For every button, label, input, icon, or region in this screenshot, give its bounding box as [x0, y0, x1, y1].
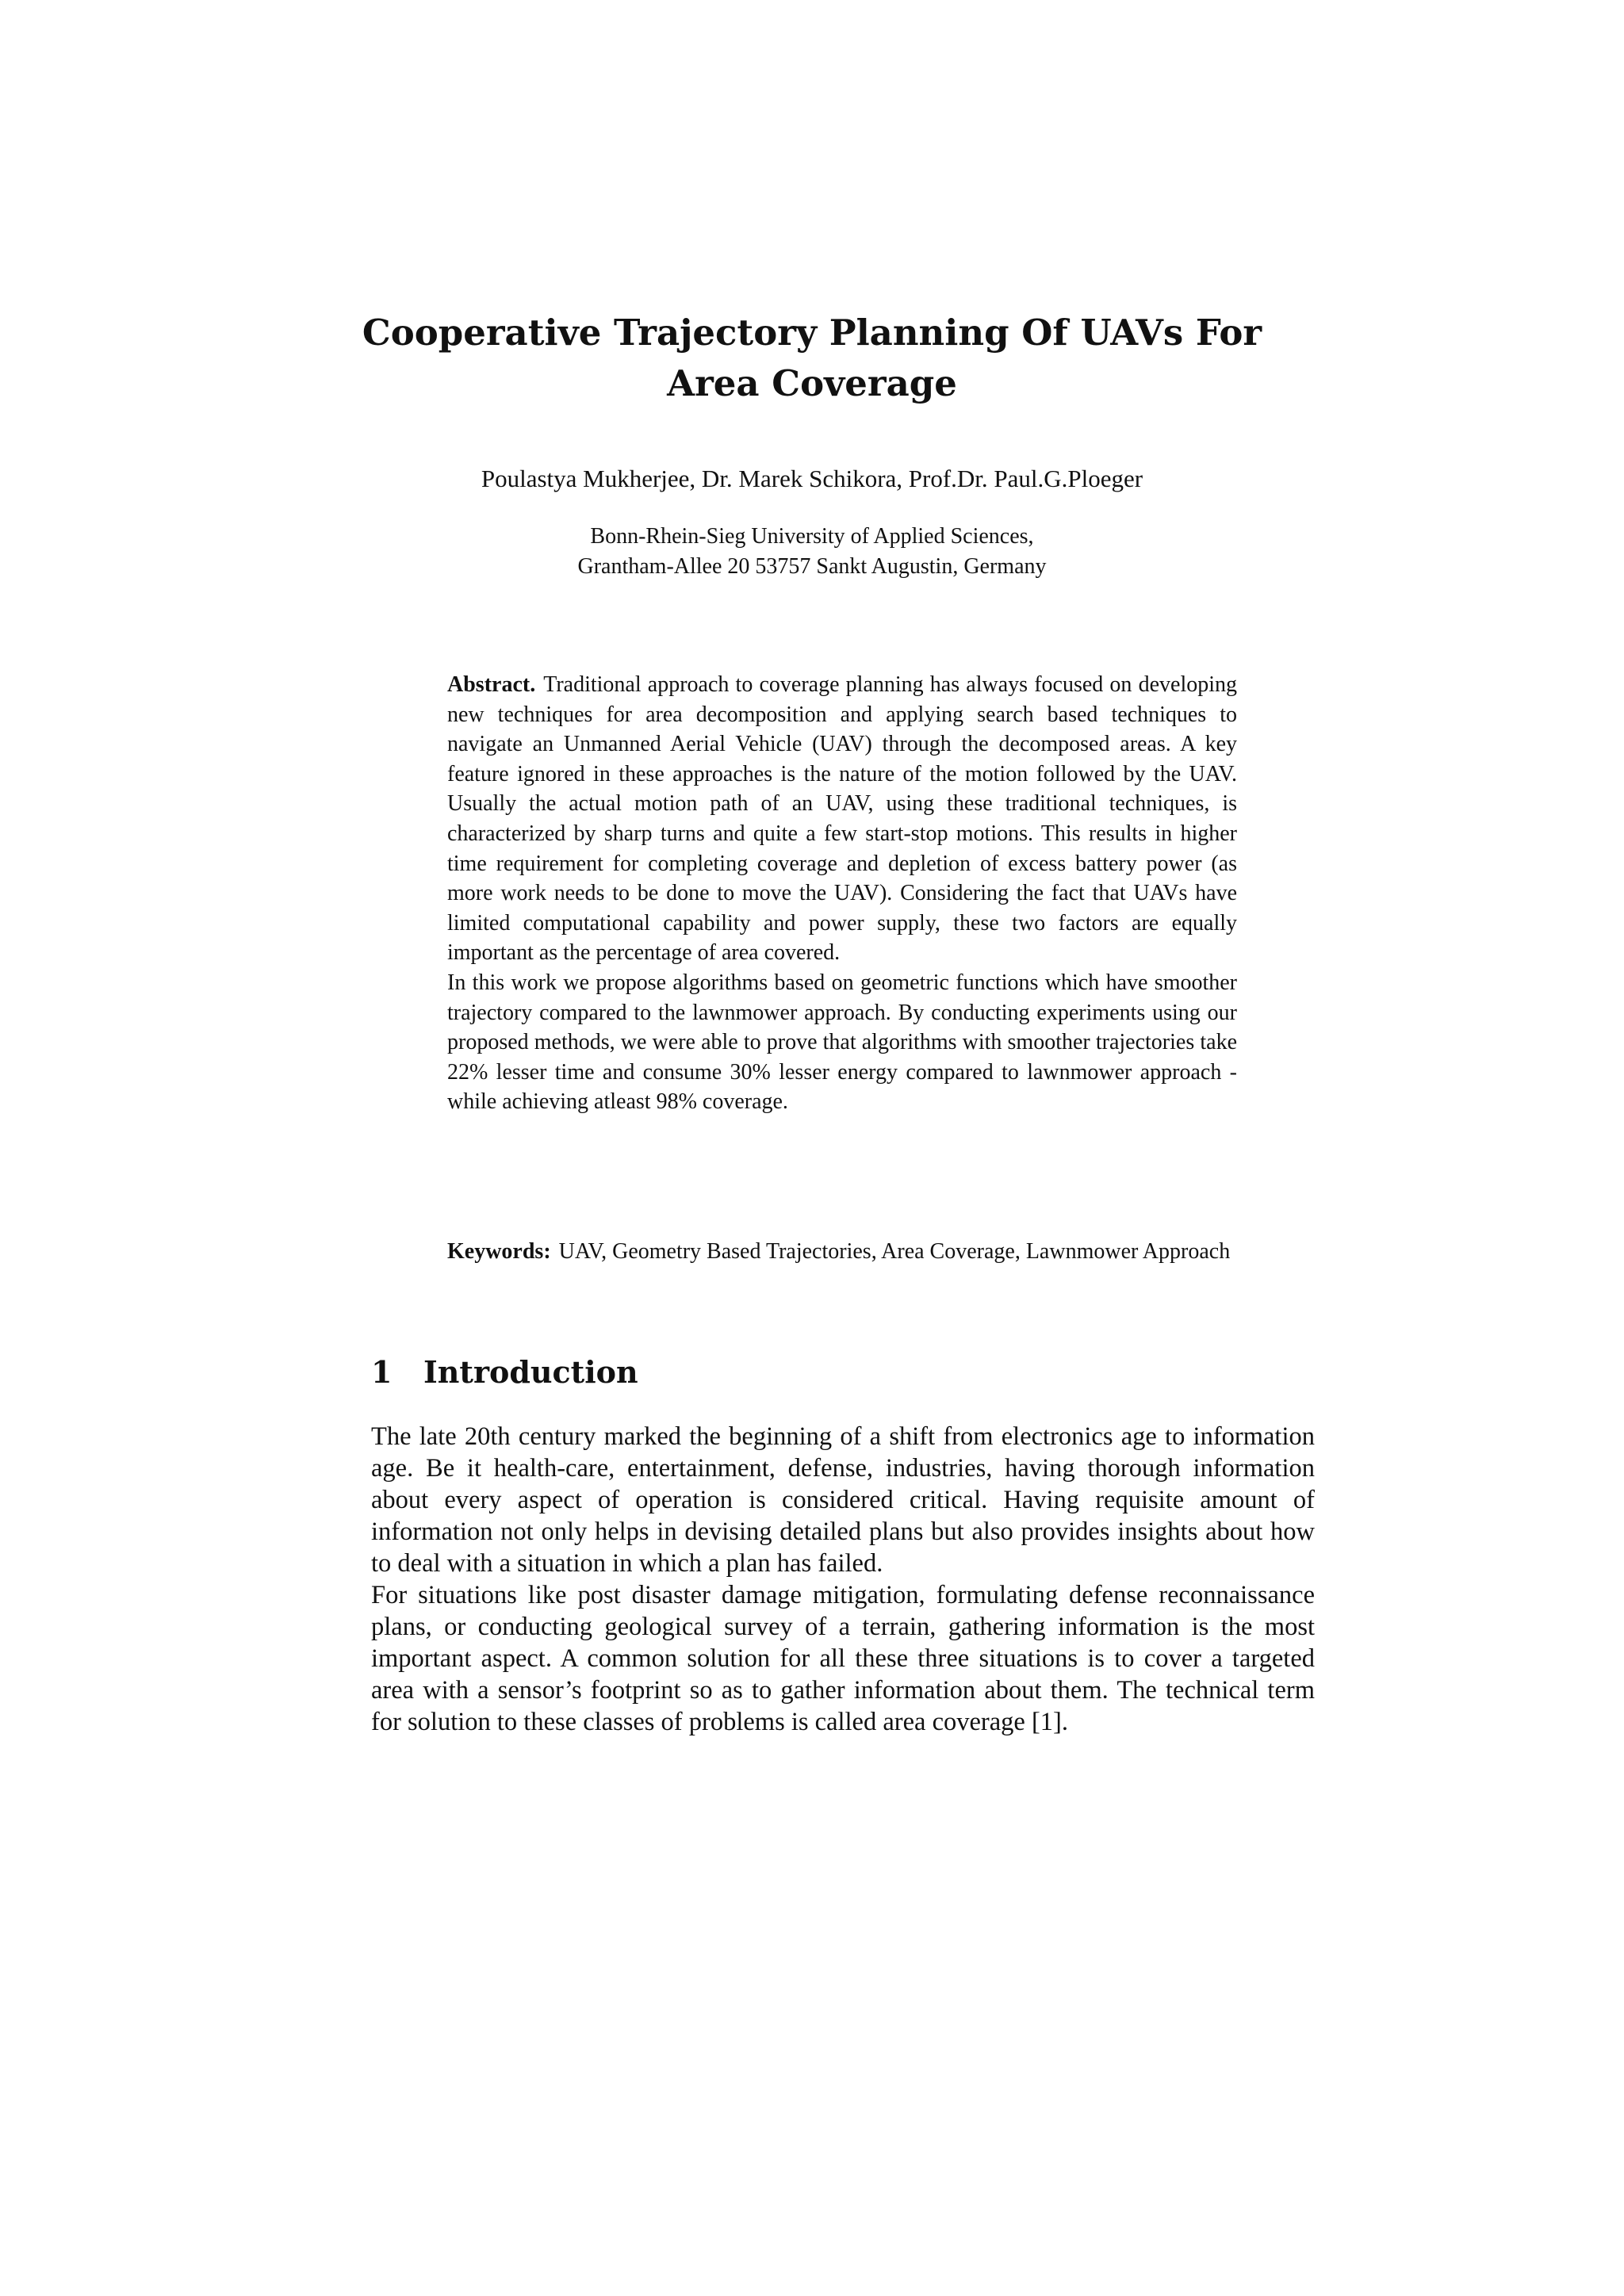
title-line-2: Area Coverage [667, 362, 957, 404]
abstract-text-1: Traditional approach to coverage planning has always focused on developing new techniques for area decomposition and applying search based techniques to navigate an Unmanned Aerial Vehicle (UAV) through the decomposed areas. A key feature ignored in these approaches is the nature of the motion followed by the UAV. Usually the actual motion path of an UAV, using these traditional techniques, is characterized by sharp turns and quite a few start-stop motions. This results in higher time requirement for completing coverage and depletion of excess battery power (as more work needs to be done to move the UAV). Considering the fact that UAVs have limited computational capability and power supply, these two factors are equally important as the percentage of area covered. [447, 672, 1237, 966]
section-title: Introduction [423, 1354, 638, 1390]
section-heading-introduction [371, 1353, 1323, 1392]
abstract-label: Abstract. [447, 672, 536, 697]
introduction-paragraph-2: For situations like post disaster damage mitigation, formulating defense reconnaissance plans, or conducting geological survey of a terrain, gathering information is the most important aspect. A common solution for all these three situations is to cover a targeted area with a sensor’s footprint so as to gather information about them. The technical term for solution to these classes of problems is called area coverage [1]. [371, 1581, 1315, 1736]
keywords-label: Keywords: [447, 1239, 551, 1264]
keywords [447, 1237, 1237, 1267]
introduction-body [371, 1421, 1315, 1738]
author-list: Poulastya Mukherjee, Dr. Marek Schikora, Prof.Dr. Paul.G.Ploeger [481, 465, 1143, 492]
abstract [447, 670, 1237, 1117]
abstract-paragraph-1 [447, 670, 1237, 968]
introduction-paragraph-1: The late 20th century marked the beginning of a shift from electronics age to information age. Be it health-care, entertainment, defense, industries, having thorough information about every aspect of operation is considered critical. Having requisite amount of information not only helps in devising detailed plans but also provides insights about how to deal with a situation in which a plan has failed. [371, 1422, 1315, 1578]
affiliation [317, 522, 1307, 582]
affiliation-line-2: Grantham-Allee 20 53757 Sankt Augustin, Germany [577, 554, 1047, 579]
affiliation-line-1: Bonn-Rhein-Sieg University of Applied Sciences, [590, 524, 1034, 549]
abstract-paragraph-2: In this work we propose algorithms based on geometric functions which have smoother trajectory compared to the lawnmower approach. By conducting experiments using our proposed methods, we were able to prove that algorithms with smoother trajectories take 22% lesser time and consume 30% lesser energy compared to lawnmower approach - while achieving atleast 98% coverage. [447, 970, 1237, 1115]
section-number: 1 [371, 1354, 393, 1390]
title-line-1: Cooperative Trajectory Planning Of UAVs For [362, 312, 1262, 354]
paper-title [317, 308, 1307, 409]
keywords-text: UAV, Geometry Based Trajectories, Area Coverage, Lawnmower Approach [558, 1239, 1231, 1264]
